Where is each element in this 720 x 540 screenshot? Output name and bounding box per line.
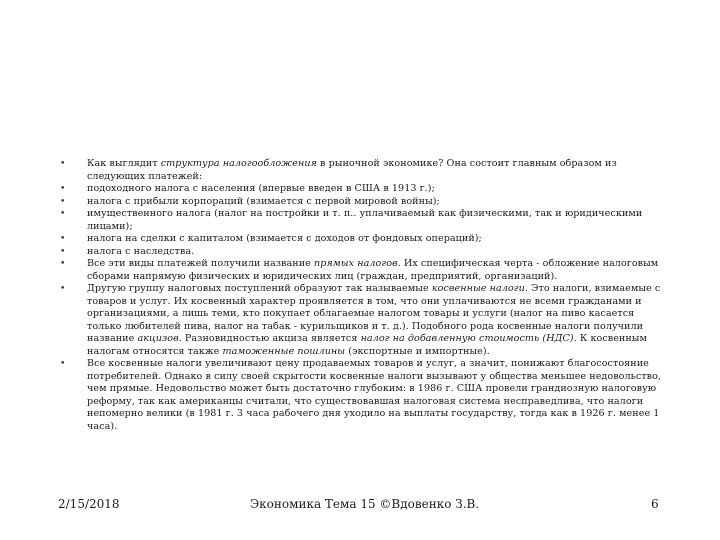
text-run: Все эти виды платежей получили название <box>87 258 314 269</box>
text-run: . Это налоги, взимаемые с товаров и услуг. Их косвенный характер проявляется в том, что они уплачиваются не всеми гражданами и организациями, а лишь теми, кто покупает облагаемые налогом товары и услуги (налог на пиво касается только любителей пива, налог на табак - курильщиков и т. д.). Подобного рода косвенные налоги получили название <box>87 283 661 344</box>
bullet-marker: • <box>60 196 66 207</box>
list-item <box>56 233 662 246</box>
footer-date: 2/15/2018 <box>58 497 120 511</box>
list-item <box>56 258 662 283</box>
text-run: имущественного налога (налог на постройки и т. п.. уплачиваемый как физическими, так и юридическими лицами); <box>87 208 643 232</box>
list-item-text <box>87 246 662 259</box>
emphasized-term: налог на добавленную стоимость (НДС) <box>360 333 574 344</box>
bullet-marker: • <box>60 359 66 369</box>
bullet-marker: • <box>60 209 66 219</box>
page-number: 6 <box>651 497 659 511</box>
bullet-marker: • <box>60 234 66 244</box>
text-run: налога на сделки с капиталом (взимается с доходов от фондовых операций); <box>87 233 482 244</box>
text-run: . К косвенным налогам относятся также <box>87 333 648 357</box>
bullet-marker: • <box>60 184 66 194</box>
bullet-marker: • <box>60 259 66 269</box>
list-item-text <box>87 258 662 283</box>
text-run: . Их специфическая черта - обложение налоговым сборами напрямую физических и юридических лиц (граждан, предприятий, организаций). <box>87 258 659 282</box>
text-run: подоходного налога с населения (впервые введен в США в 1913 г.); <box>87 183 435 194</box>
list-item-text <box>87 208 662 233</box>
list-item-text <box>87 283 662 358</box>
list-item <box>56 246 662 259</box>
text-run: в рыночной экономике? Она состоит главным образом из следующих платежей: <box>87 158 617 182</box>
emphasized-term: таможенные пошлины <box>222 345 346 357</box>
bullet-list <box>56 158 662 433</box>
footer-title: Экономика Тема 15 ©Вдовенко З.В. <box>250 497 480 511</box>
bullet-marker: • <box>60 159 66 169</box>
emphasized-term: прямых налогов <box>313 258 398 269</box>
list-item-text <box>87 183 662 196</box>
list-item <box>56 283 662 358</box>
list-item-text <box>87 358 662 433</box>
text-run: (экспортные и импортные). <box>345 345 490 357</box>
emphasized-term: акцизов <box>137 333 179 344</box>
list-item <box>56 196 662 209</box>
bullet-marker: • <box>60 246 66 257</box>
emphasized-term: косвенные налоги <box>431 283 525 294</box>
list-item <box>56 158 662 183</box>
list-item-text <box>87 158 662 183</box>
bullet-marker: • <box>60 284 66 294</box>
list-item <box>56 208 662 233</box>
text-run: налога с наследства. <box>87 245 195 257</box>
emphasized-term: структура налогообложения <box>160 158 317 169</box>
list-item <box>56 183 662 196</box>
text-run: Как выглядит <box>87 158 161 169</box>
list-item <box>56 358 662 433</box>
list-item-text <box>87 233 662 246</box>
text-run: Другую группу налоговых поступлений образуют так называемые <box>87 283 432 294</box>
text-run: налога с прибыли корпораций (взимается с первой мировой войны); <box>87 195 440 207</box>
list-item-text <box>87 196 662 209</box>
text-run: Все косвенные налоги увеличивают цену продаваемых товаров и услуг, а значит, понижают благосостояние потребителей. Однако в силу своей скрытости косвенные налоги вызывают у общества меньшее недовольство, чем прямые. Недовольство может быть достаточно глубоким: в 1986 г. США провели грандиозную налоговую реформу, так как американцы считали, что существовавшая налоговая система несправедлива, что налоги непомерно велики (в 1981 г. 3 часа рабочего дня уходило на выплаты государству, тогда как в 1926 г. менее 1 часа). <box>87 358 662 432</box>
text-run: . Разновидностью акциза является <box>178 333 361 344</box>
